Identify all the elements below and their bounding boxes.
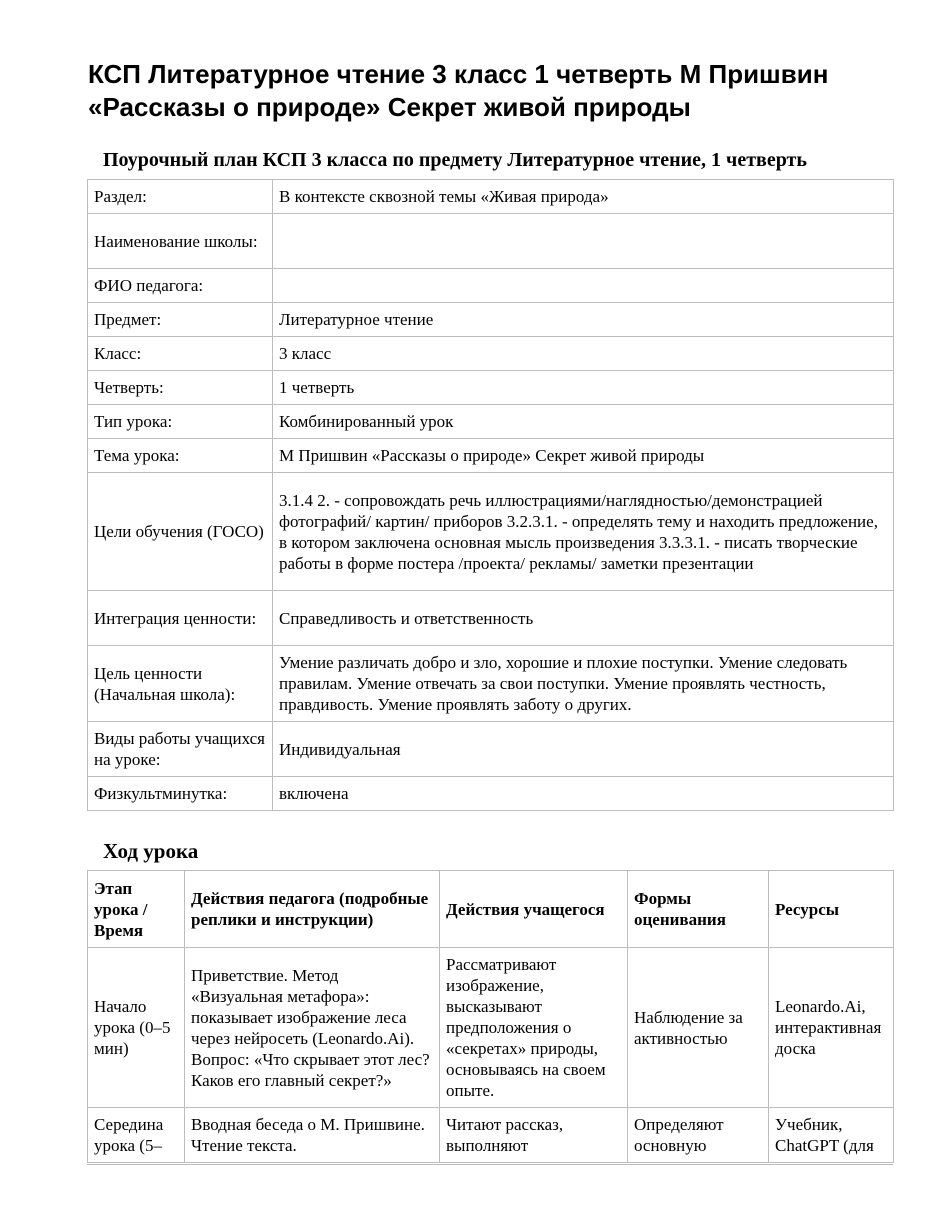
resources-cell: Учебник, ChatGPT (для — [769, 1108, 894, 1163]
info-value: М Пришвин «Рассказы о природе» Секрет живой природы — [273, 439, 894, 473]
info-label: Цели обучения (ГОСО) — [88, 473, 273, 591]
stage-cell: Начало урока (0–5 мин) — [88, 948, 185, 1108]
info-row-grade — [88, 337, 894, 371]
info-label: Наименование школы: — [88, 214, 273, 269]
info-label: Предмет: — [88, 303, 273, 337]
info-value: Индивидуальная — [273, 722, 894, 777]
info-value — [273, 214, 894, 269]
resources-cell: Leonardo.Ai, интерактивная доска — [769, 948, 894, 1108]
info-value: 1 четверть — [273, 371, 894, 405]
plan-heading: Поурочный план КСП 3 класса по предмету Литературное чтение, 1 четверть — [103, 149, 807, 171]
info-row-subject — [88, 303, 894, 337]
info-row-section — [88, 180, 894, 214]
teacher-actions-cell: Приветствие. Метод «Визуальная метафора»: показывает изображение леса через нейросеть (Leonardo.Ai). Вопрос: «Что скрывает этот лес? Каков его главный секрет?» — [185, 948, 440, 1108]
info-label: Четверть: — [88, 371, 273, 405]
lesson-flow-table — [87, 870, 894, 1163]
info-label: Цель ценности (Начальная школа): — [88, 646, 273, 722]
info-row-topic — [88, 439, 894, 473]
info-row-school — [88, 214, 894, 269]
info-value: 3.1.4 2. - сопровождать речь иллюстрациями/наглядностью/демонстрацией фотографий/ картин/ приборов 3.2.3.1. - определять тему и находить предложение, в котором заключена основная мысль произведения 3.3.3.1. - писать творческие работы в форме постера /проекта/ рекламы/ заметки презентации — [273, 473, 894, 591]
info-row-physical-break — [88, 777, 894, 811]
header-teacher-actions: Действия педагога (подробные реплики и инструкции) — [185, 871, 440, 948]
assessment-cell: Наблюдение за активностью — [628, 948, 769, 1108]
flow-row-start — [88, 948, 894, 1108]
info-row-value-goal — [88, 646, 894, 722]
info-label: Тип урока: — [88, 405, 273, 439]
info-row-lesson-type — [88, 405, 894, 439]
info-value: 3 класс — [273, 337, 894, 371]
flow-header-row — [88, 871, 894, 948]
info-label: Класс: — [88, 337, 273, 371]
info-value: Умение различать добро и зло, хорошие и плохие поступки. Умение следовать правилам. Умение отвечать за свои поступки. Умение проявлять честность, правдивость. Умение проявлять заботу о других. — [273, 646, 894, 722]
info-value: Справедливость и ответственность — [273, 591, 894, 646]
info-label: Физкультминутка: — [88, 777, 273, 811]
info-value: Комбинированный урок — [273, 405, 894, 439]
info-label: Интеграция ценности: — [88, 591, 273, 646]
flow-row-middle — [88, 1108, 894, 1163]
info-value: включена — [273, 777, 894, 811]
info-value: В контексте сквозной темы «Живая природа» — [273, 180, 894, 214]
header-resources: Ресурсы — [769, 871, 894, 948]
info-value — [273, 269, 894, 303]
stage-cell: Середина урока (5– — [88, 1108, 185, 1163]
info-label: Виды работы учащихся на уроке: — [88, 722, 273, 777]
teacher-actions-cell: Вводная беседа о М. Пришвине. Чтение текста. — [185, 1108, 440, 1163]
student-actions-cell: Читают рассказ, выполняют — [440, 1108, 628, 1163]
header-assessment: Формы оценивания — [628, 871, 769, 948]
page-bottom-margin — [0, 1165, 935, 1210]
header-stage: Этап урока / Время — [88, 871, 185, 948]
info-row-work-types — [88, 722, 894, 777]
lesson-flow-heading: Ход урока — [103, 839, 199, 863]
student-actions-cell: Рассматривают изображение, высказывают предположения о «секретах» природы, основываясь на своем опыте. — [440, 948, 628, 1108]
info-row-teacher — [88, 269, 894, 303]
info-row-learning-goals — [88, 473, 894, 591]
info-label: Раздел: — [88, 180, 273, 214]
lesson-info-table — [87, 179, 894, 811]
info-label: Тема урока: — [88, 439, 273, 473]
info-label: ФИО педагога: — [88, 269, 273, 303]
page-title: КСП Литературное чтение 3 класс 1 четверть М Пришвин «Рассказы о природе» Секрет живой природы — [88, 59, 829, 122]
header-student-actions: Действия учащегося — [440, 871, 628, 948]
info-row-value-integration — [88, 591, 894, 646]
table-cut-line — [87, 1164, 893, 1165]
assessment-cell: Определяют основную — [628, 1108, 769, 1163]
info-value: Литературное чтение — [273, 303, 894, 337]
info-row-quarter — [88, 371, 894, 405]
